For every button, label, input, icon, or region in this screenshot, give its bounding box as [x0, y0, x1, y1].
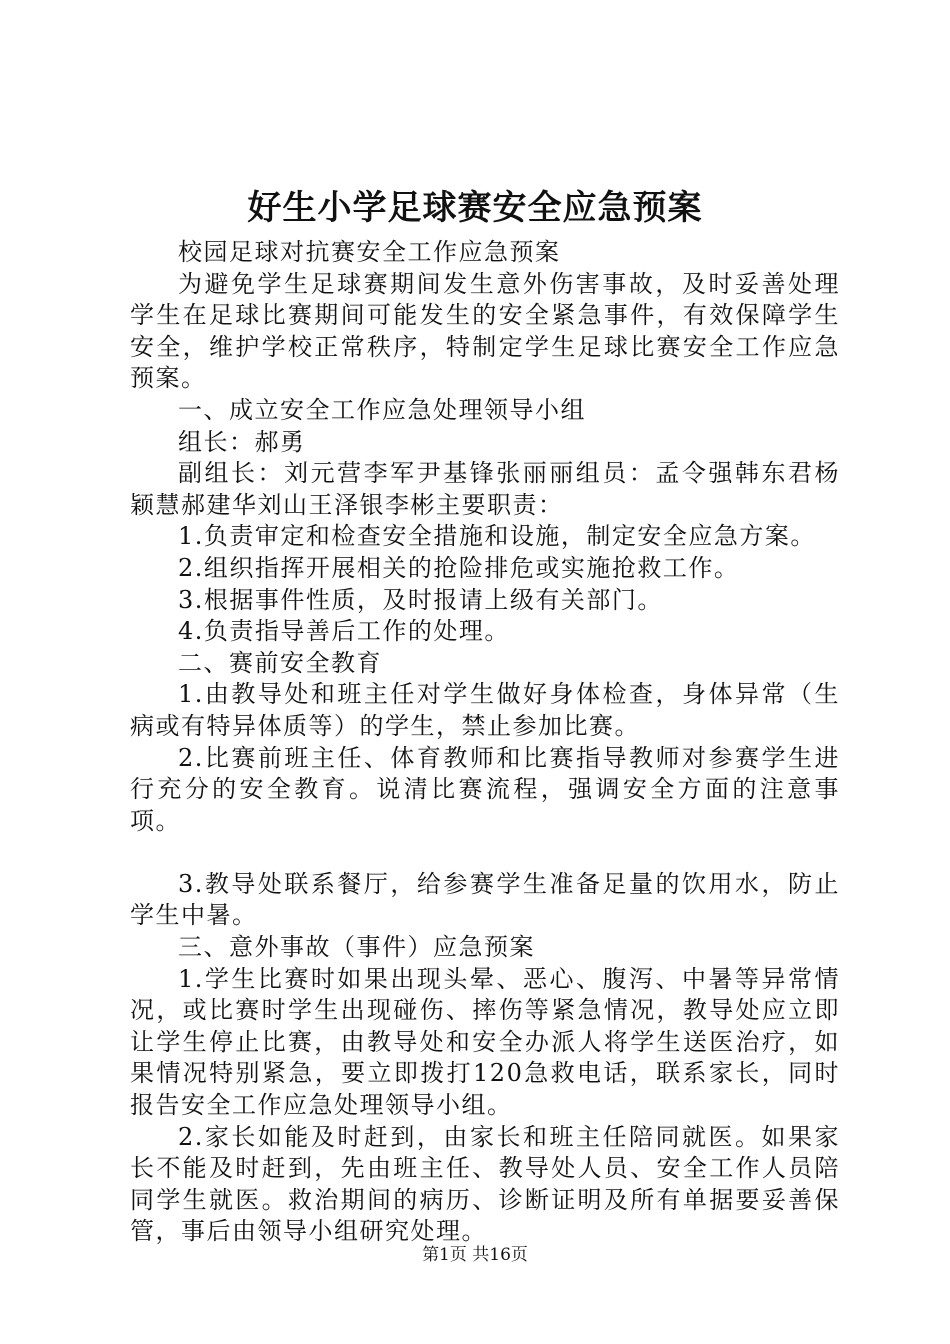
education-item-2: 2.比赛前班主任、体育教师和比赛指导教师对参赛学生进行充分的安全教育。说清比赛流程，强调安全方面的注意事项。: [130, 743, 840, 835]
section-heading-2: 二、赛前安全教育: [178, 648, 382, 677]
paragraph-leader: 组长：郝勇: [178, 427, 306, 456]
duty-item-1: 1.负责审定和检查安全措施和设施，制定安全应急方案。: [178, 522, 816, 551]
paragraph-subtitle: 校园足球对抗赛安全工作应急预案: [178, 238, 561, 266]
blank-line: [130, 837, 840, 869]
duty-item-2: 2.组织指挥开展相关的抢险排危或实施抢救工作。: [178, 553, 740, 582]
paragraph-intro: 为避免学生足球赛期间发生意外伤害事故，及时妥善处理学生在足球比赛期间可能发生的安全紧急事件，有效保障学生安全，维护学校正常秩序，特制定学生足球比赛安全工作应急预案。: [130, 269, 840, 393]
paragraph-deputy-members: 副组长：刘元营李军尹基锋张丽丽组员：孟令强韩东君杨颖慧郝建华刘山王泽银李彬主要职责：: [130, 459, 840, 519]
page-indicator: 第1页 共16页: [422, 1245, 528, 1265]
education-item-1: 1.由教导处和班主任对学生做好身体检查，身体异常（生病或有特异体质等）的学生，禁止参加比赛。: [130, 680, 840, 740]
section-heading-3: 三、意外事故（事件）应急预案: [178, 933, 535, 962]
document-body: [130, 237, 840, 1248]
emergency-item-1: 1.学生比赛时如果出现头晕、恶心、腹泻、中暑等异常情况，或比赛时学生出现碰伤、摔伤等紧急情况，教导处应立即让学生停止比赛，由教导处和安全办派人将学生送医治疗，如果情况特别紧急，要立即拨打120急救电话，联系家长，同时报告安全工作应急处理领导小组。: [130, 964, 840, 1120]
section-heading-1: 一、成立安全工作应急处理领导小组: [178, 395, 586, 424]
document-title: 好生小学足球赛安全应急预案: [247, 188, 703, 228]
emergency-item-2: 2.家长如能及时赶到，由家长和班主任陪同就医。如果家长不能及时赶到，先由班主任、教导处人员、安全工作人员陪同学生就医。救治期间的病历、诊断证明及所有单据要妥善保管，事后由领导小组研究处理。: [130, 1122, 840, 1246]
duty-item-3: 3.根据事件性质，及时报请上级有关部门。: [178, 585, 663, 614]
education-item-3: 3.教导处联系餐厅，给参赛学生准备足量的饮用水，防止学生中暑。: [130, 869, 840, 930]
duty-item-4: 4.负责指导善后工作的处理。: [178, 617, 510, 646]
